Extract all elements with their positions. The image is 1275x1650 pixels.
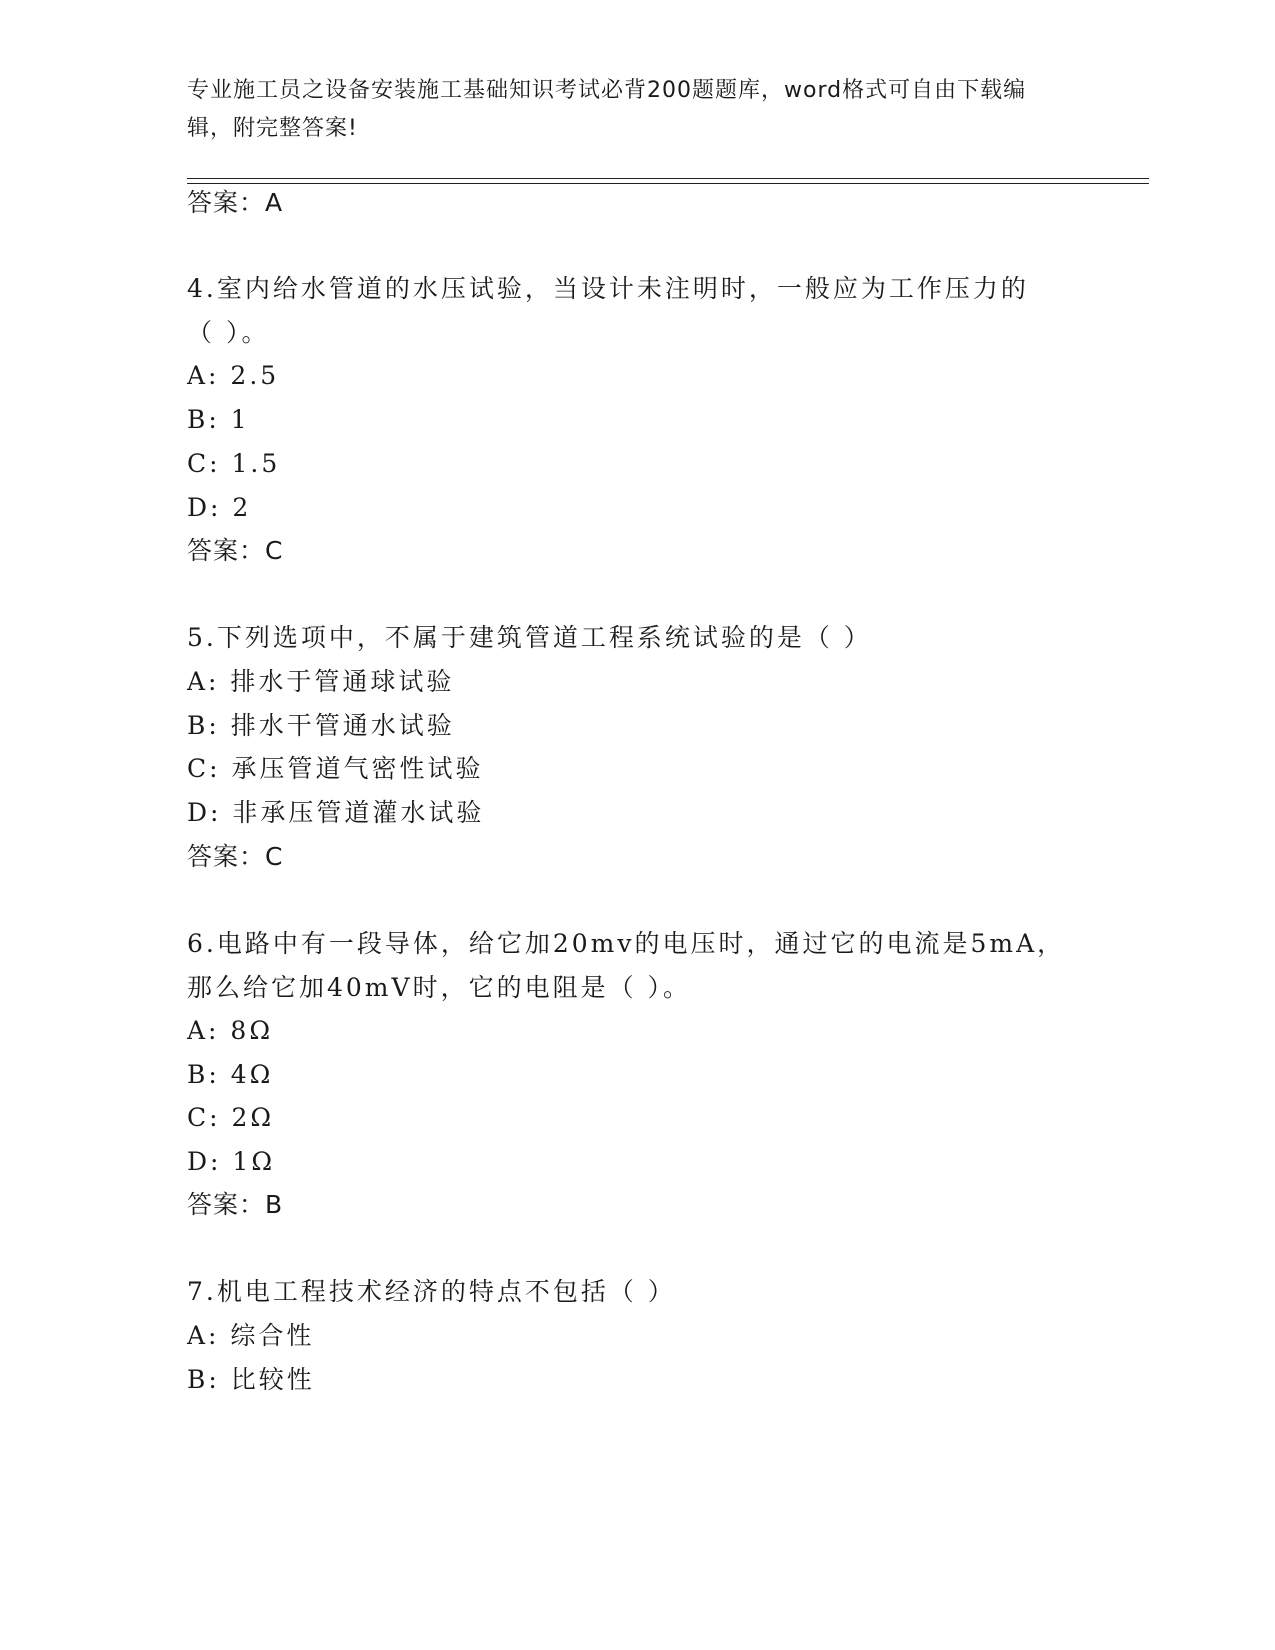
question-5-answer: 答案：C [187, 842, 284, 871]
question-4-option-d: D: 2 [187, 493, 252, 522]
question-4-option-c: C: 1.5 [187, 449, 281, 478]
question-5-option-b: B: 排水干管通水试验 [187, 711, 455, 740]
document-header: 专业施工员之设备安装施工基础知识考试必背200题题库，word格式可自由下载编辑，附完整答案! [187, 78, 1027, 141]
answer-previous: 答案：A [187, 188, 284, 217]
question-5-option-c: C: 承压管道气密性试验 [187, 754, 484, 783]
question-7-text: 7.机电工程技术经济的特点不包括（ ） [187, 1277, 676, 1306]
question-4-option-a: A: 2.5 [187, 361, 280, 390]
question-6-option-b: B: 4Ω [187, 1060, 274, 1089]
question-4-option-b: B: 1 [187, 405, 250, 434]
question-7-option-a: A: 综合性 [187, 1321, 315, 1350]
question-6-option-d: D: 1Ω [187, 1147, 276, 1176]
header-divider-bottom [187, 183, 1149, 184]
question-6-answer: 答案：B [187, 1190, 284, 1219]
question-4-text: 4.室内给水管道的水压试验，当设计未注明时，一般应为工作压力的 [187, 274, 1029, 303]
question-5-text: 5.下列选项中，不属于建筑管道工程系统试验的是（ ） [187, 623, 872, 652]
question-4-answer: 答案：C [187, 536, 284, 565]
header-divider-top [187, 178, 1149, 179]
question-6-option-c: C: 2Ω [187, 1103, 275, 1132]
question-6-text-cont: 那么给它加40mV时，它的电阻是（ ）。 [187, 973, 692, 1002]
question-6-option-a: A: 8Ω [187, 1016, 274, 1045]
question-4-text-cont: （ ）。 [187, 318, 270, 347]
question-6-text: 6.电路中有一段导体，给它加20mv的电压时，通过它的电流是5mA， [187, 929, 1066, 958]
question-7-option-b: B: 比较性 [187, 1365, 315, 1394]
question-5-option-d: D: 非承压管道灌水试验 [187, 798, 485, 827]
question-5-option-a: A: 排水于管通球试验 [187, 667, 455, 696]
